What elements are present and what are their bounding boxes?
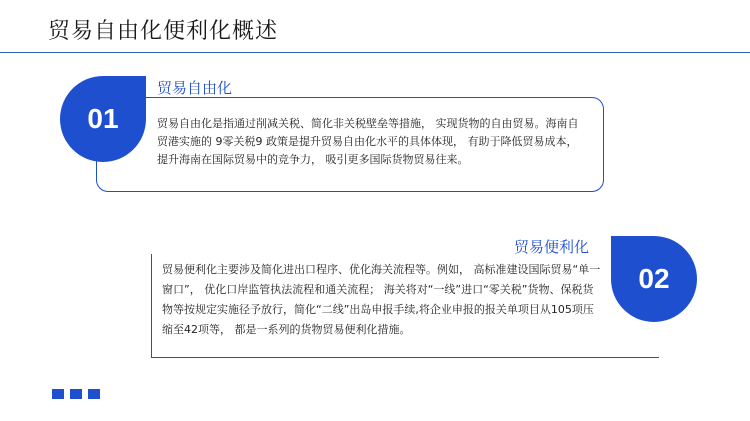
section-2-text: 贸易便利化主要涉及简化进出口程序、优化海关流程等。例如， 高标准建设国际贸易“单一窗口”， 优化口岸监管执法流程和通关流程； 海关将对“一线”进口“零关税”货物、保税货物等按规定实施径予放行，简化“二线”出岛申报手续,将企业申报的报关单项目从105项压缩至42项等， 都是一系列的货物贸易便利化措施。 (162, 263, 601, 336)
page-title: 贸易自由化便利化概述 (48, 19, 279, 44)
section-1-number: 01 (87, 103, 119, 134)
section-1-text: 贸易自由化是指通过削减关税、简化非关税壁垒等措施， 实现货物的自由贸易。海南自贸港实施的 9零关税9 政策是提升贸易自由化水平的具体体现， 有助于降低贸易成本， 提升海南在国际贸易中的竞争力， 吸引更多国际货物贸易往来。 (157, 117, 579, 166)
title-divider (0, 52, 750, 53)
section-2-number-badge (611, 236, 697, 322)
section-2-number: 02 (638, 263, 670, 294)
square-icon (70, 389, 82, 399)
square-icon (88, 389, 100, 399)
section-1-number-badge (60, 76, 146, 162)
square-icon (52, 389, 64, 399)
section-1-heading: 贸易自由化 (157, 79, 233, 97)
decorative-squares (52, 389, 100, 399)
section-2-heading: 贸易便利化 (514, 238, 590, 256)
